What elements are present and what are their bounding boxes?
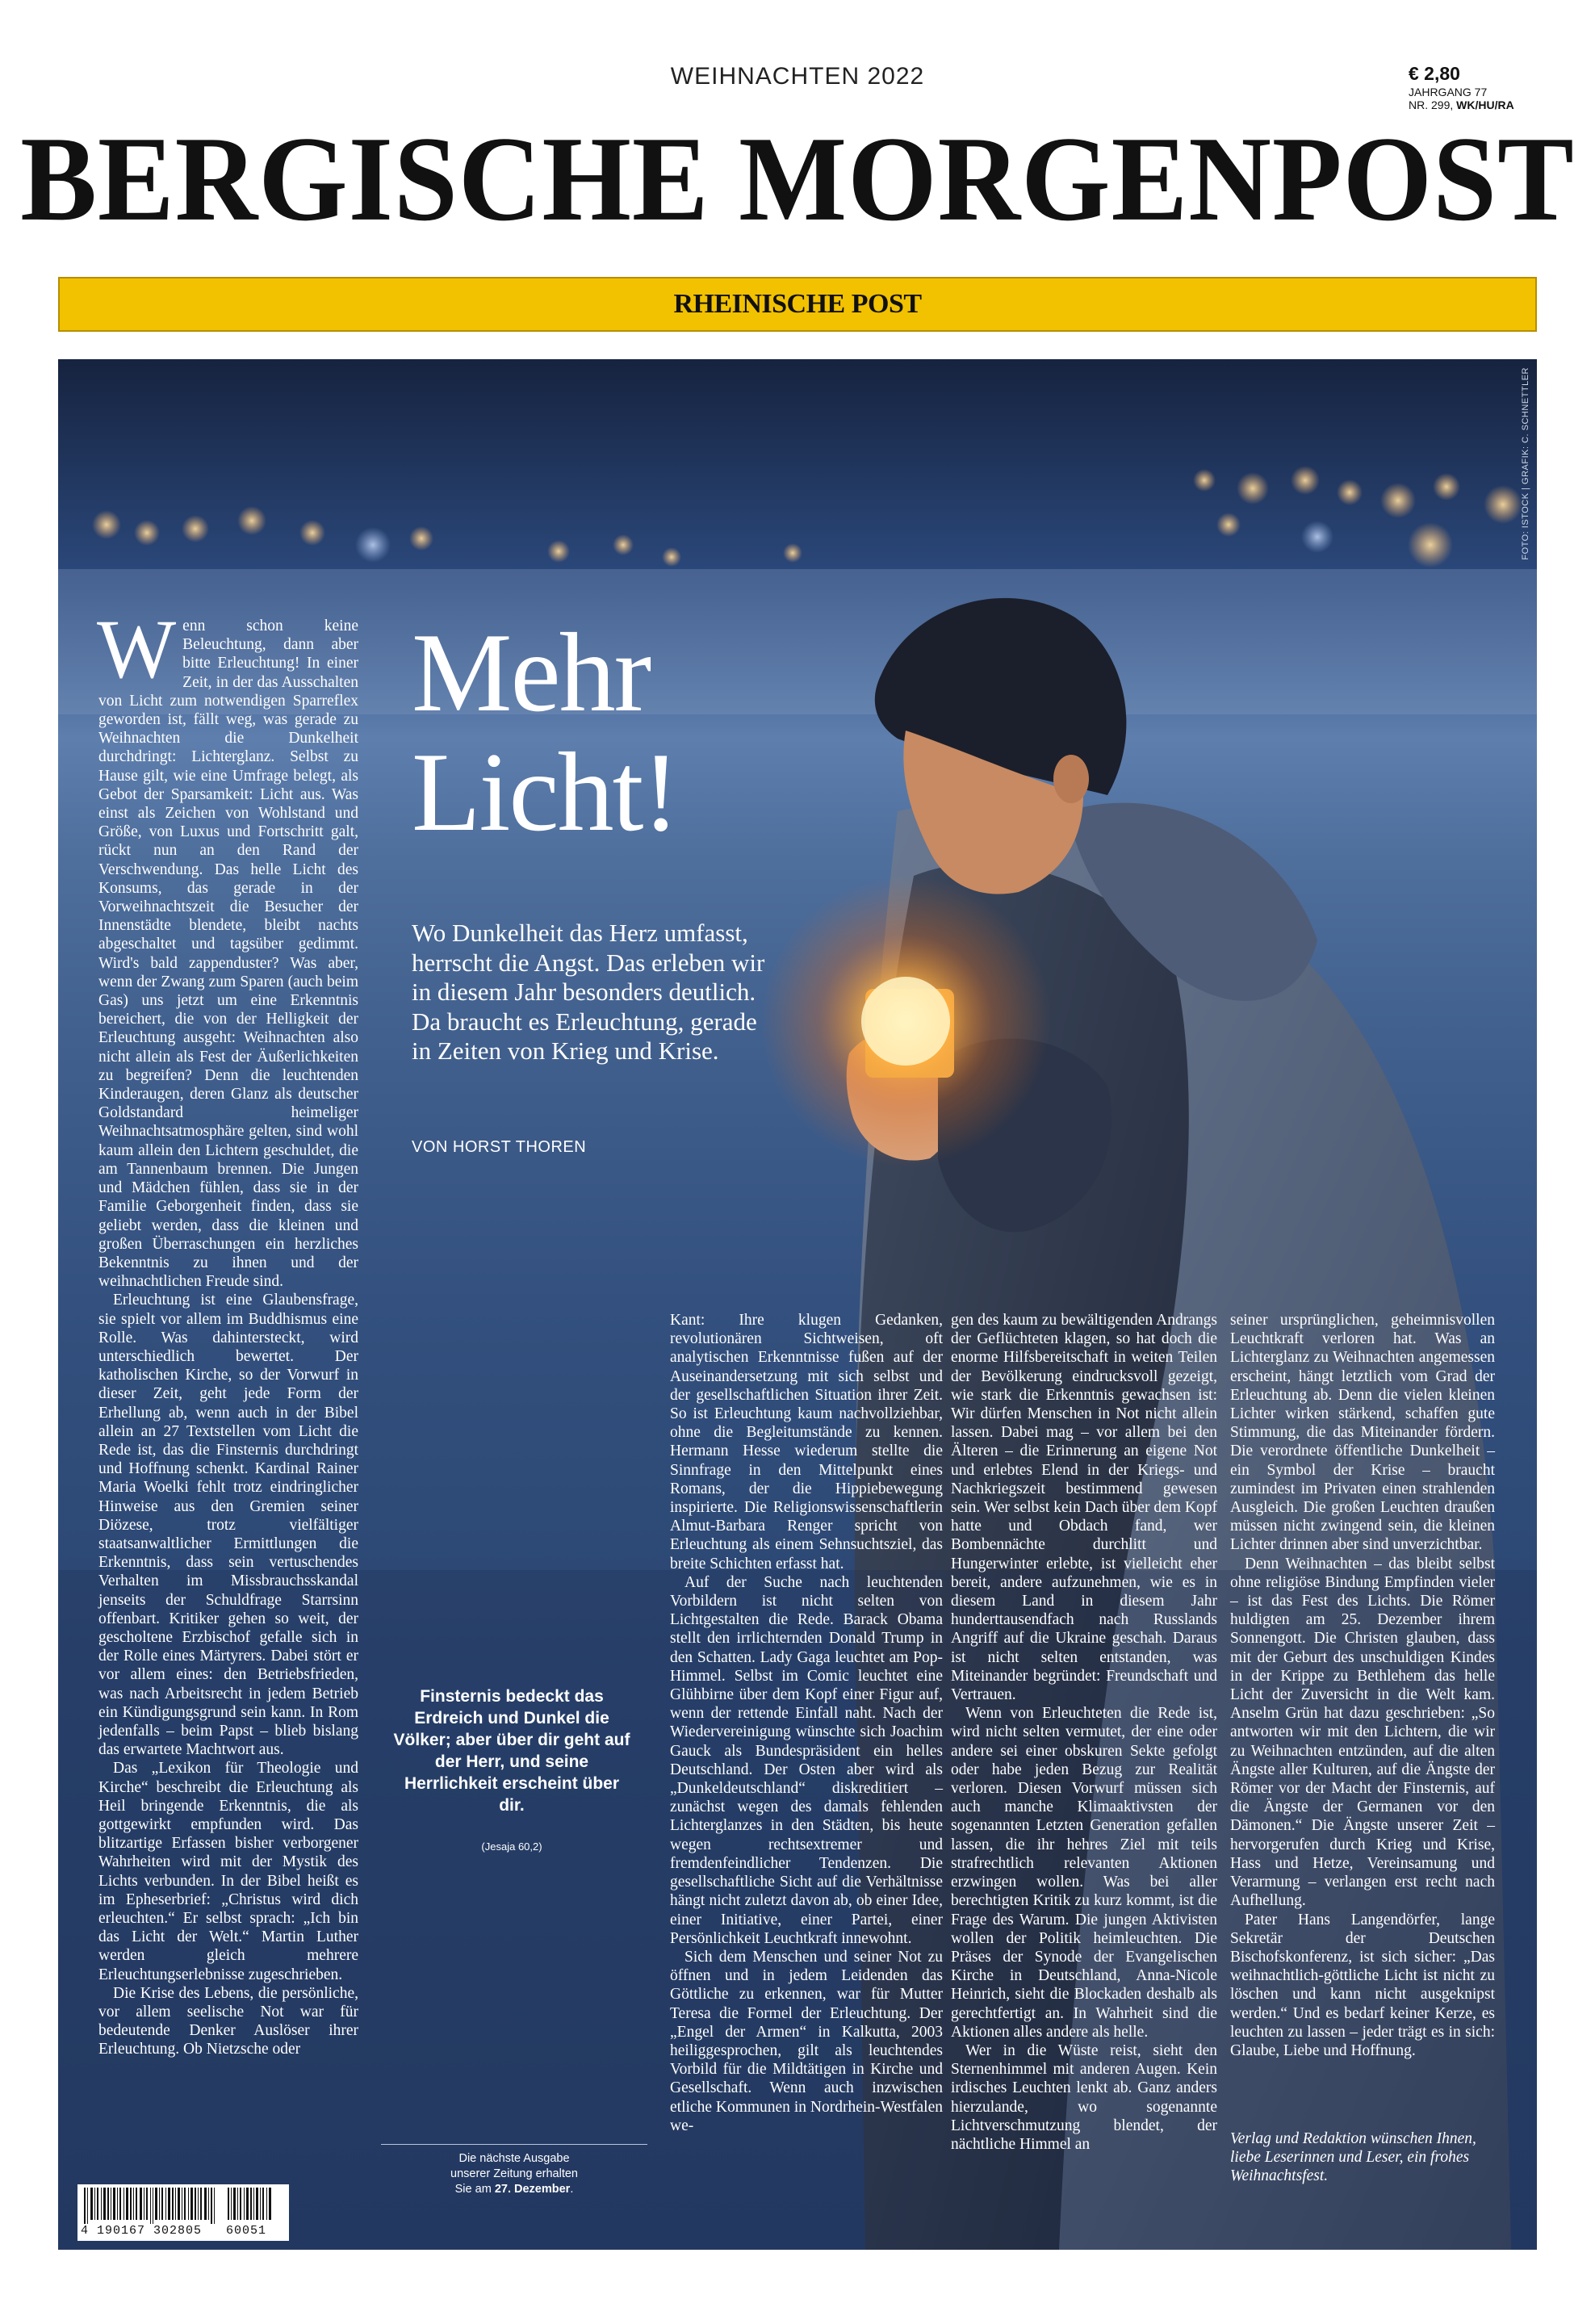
article-column-4	[951, 1311, 1217, 2154]
paragraph: Kant: Ihre klugen Gedanken, revolutionären Sichtweisen, oft analytischen Erkenntnisse fußen auf der Auseinandersetzung mit sich selbst und der gesellschaftlichen Situation ihrer Zeit. So ist Erleuchtung kaum nachvollziehbar, ohne die Begleitumstände zu kennen. Hermann Hesse wiederum stellte die Sinnfrage in den Mittelpunkt eines Romans, der die Hippiebewegung inspirierte. Die Religionswissenschaftlerin Almut-Barbara Renger spricht von Erleuchtung als einem Sehnsuchtsziel, das breite Schichten erfasst hat.	[670, 1312, 943, 1572]
paragraph: Die Krise des Lebens, die persönliche, vor allem seelische Not war für bedeutende Denker Auslöser ihrer Erleuchtung. Ob Nietzsche oder	[98, 1984, 358, 2058]
newspaper-title: BERGISCHE MORGENPOST	[20, 111, 1575, 246]
article-column-1	[97, 603, 358, 2059]
next-issue-prefix: Sie am	[454, 2183, 495, 2196]
headline-line-1: Mehr	[412, 610, 651, 735]
lead-paragraph: Wo Dunkelheit das Herz umfasst, herrscht die Angst. Das erleben wir in diesem Jahr besonders deutlich. Da braucht es Erleuchtung, gerade in Zeiten von Krieg und Krise.	[412, 919, 765, 1066]
issue-edition-codes: WK/HU/RA	[1456, 98, 1514, 112]
next-issue-line-3	[381, 2182, 647, 2197]
price: € 2,80	[1409, 63, 1460, 84]
next-issue-notice	[381, 2151, 647, 2197]
paragraph: Pater Hans Langendörfer, lange Sekretär der Deutschen Bischofskonferenz, ist sich sicher: „Das weihnachtlich-göttliche Licht ist nicht zu löschen und kann nicht ausgeknipst werden.“ Und es bedarf keiner Kerze, es leuchten zu lassen – jeder trägt es in sich: Glaube, Liebe und Hoffnung.	[1230, 1911, 1495, 2059]
price-block	[1409, 63, 1514, 112]
paragraph: Erleuchtung ist eine Glaubensfrage, sie spielt vor allem im Buddhismus eine Rolle. Was dahintersteckt, wird unterschiedlich bewertet. Der katholischen Kirche, so der Vorwurf in dieser Zeit, geht jede Form der Erhellung ab, wenn auch in der Bibel allein an 27 Textstellen vom Licht die Rede ist, das die Finsternis durchdringt und Hoffnung schenkt. Kardinal Rainer Maria Woelki fehlt trotz eindringlicher Hinweise aus den Gremien seiner Diözese, trotz vielfältiger staatsanwaltlicher Ermittlungen die Erkenntnis, dass sein vertuschendes Verhalten im Missbrauchsskandal jenseits der Schuldfrage Starrsinn offenbart. Kritiker gehen so weit, der gescholtene Erzbischof gefalle sich in der Rolle eines Märtyrers. Dabei stört er vor allem eines: den Betriebsfrieden, was nach Arbeitsrecht in jedem Betrieb ein Kündigungsgrund sein kann. In Rom jedenfalls – beim Papst – blieb bislang das erwartete Machtwort aus.	[98, 1292, 358, 1759]
paragraph: Wer in die Wüste reist, sieht den Sternenhimmel mit anderen Augen. Kein irdisches Leuchten lenkt ab. Ganz anders hierzulande, wo sogenannte Lichtverschmutzung blendet, der nächtliche Himmel an	[951, 2041, 1217, 2153]
next-issue-date: 27. Dezember	[494, 2183, 571, 2196]
paragraph: Denn Weihnachten – das bleibt selbst ohne religiöse Bindung Empfinden vieler – ist das Fest des Lichts. Die Römer huldigten am 25. Dezember ihrem Sonnengott. Die Christen glauben, dass mit der Geburt des unschuldigen Kindes in der Krippe zu Bethlehem das helle Licht der Zuversicht in die Welt kam. Anselm Grün hat dazu geschrieben: „So antworten wir mit den Lichtern, die wir zu Weihnachten entzünden, auf die alten Ängste aller Kulturen, auf die Ängste der Römer vor der Macht der Finsternis, auf die Ängste der Germanen vor den Dämonen.“ Die Ängste unserer Zeit – hervorgerufen durch Krieg und Krise, Hass und Hetze, Vereinsamung und Verarmung – verlangen erst recht nach Aufhellung.	[1230, 1555, 1495, 1910]
dropcap: W	[97, 603, 177, 696]
subbrand-label: RHEINISCHE POST	[673, 289, 922, 319]
paragraph: Sich dem Menschen und seiner Not zu öffnen und in jedem Leidenden das Göttliche zu erkennen, war für Mutter Teresa die Formel der Erleuchtung. Der „Engel der Armen“ in Kalkutta, 2003 heiliggesprochen, gilt als leuchtendes Vorbild für die Mildtätigen in Kirche und Gesellschaft. Wenn auch inzwischen etliche Kommunen in Nordrhein-Westfalen we-	[670, 1948, 943, 2134]
headline-line-2: Licht!	[412, 730, 679, 856]
bible-quote-source: (Jesaja 60,2)	[481, 1840, 542, 1853]
paragraph: Auf der Suche nach leuchtenden Vorbildern ist nicht selten von Lichtgestalten die Rede. Barack Obama stellt den irrlichternden Donald Trump in den Schatten. Lady Gaga leuchtet am Pop-Himmel. Selbst im Comic leuchtet eine Glühbirne über dem Kopf einer Figur auf, wenn der rettende Einfall naht. Nach der Wiedervereinigung wünschte sich Joachim Gauck als Bundespräsident ein helles Deutschland. Der Osten aber wird als „Dunkeldeutschland“ diskreditiert – zunächst wegen des damals fehlenden Lichterglanzes in den Städten, bis heute wegen rechtsextremer und fremdenfeindlicher Tendenzen. Die gesellschaftliche Sicht auf die Verhältnisse hängt nicht zuletzt davon ab, ob einer Idee, einer Initiative, einer Partei, einer Persönlichkeit Leuchtkraft innewohnt.	[670, 1573, 943, 1947]
paragraph: gen des kaum zu bewältigenden Andrangs der Geflüchteten klagen, so hat doch die enorme Hilfsbereitschaft in weiten Teilen der Bevölkerung eindrucksvoll gezeigt, wie stark die Erkenntnis gewachsen ist: Wir dürfen Menschen in Not nicht allein lassen. Dabei mag – vor allem bei den Älteren – die Erinnerung an eigene Not und erlebtes Elend in der Kriegs- und Nachkriegszeit bestimmend gewesen sein. Wer selbst kein Dach über dem Kopf hatte und Obdach fand, wer Bombennächte durchlitt und Hungerwinter erlebte, ist vielleicht eher bereit, andere aufzunehmen, wie es in diesem Land in diesem Jahr hunderttausendfach nach Russlands Angriff auf die Ukraine geschah. Daraus ist nicht selten entstanden, was Miteinander begründet: Freundschaft und Vertrauen.	[951, 1312, 1217, 1704]
paragraph: seiner ursprünglichen, geheimnisvollen Leuchtkraft verloren hat. Was an Lichterglanz zu Weihnachten angemessen erscheint, hängt letztlich vom Grad der Erleuchtung ab. Denn die vielen kleinen Lichter wirken stärkend, schaffen gute Stimmung, die das Miteinander fördern. Die verordnete öffentliche Dunkelheit – ein Symbol der Krise – braucht zumindest im Privaten einen strahlenden Ausgleich. Die großen Leuchten draußen müssen nicht zwingend sein, die kleinen Lichter drinnen aber sind unverzichtbar.	[1230, 1312, 1495, 1554]
paragraph-text: enn schon keine Beleuchtung, dann aber bitte Erleuchtung! In einer Zeit, in der das Ausschalten von Licht zum notwendigen Sparreflex geworden ist, fällt weg, was gerade zu Weihnachten die Dunkelheit durchdringt: Lichterglanz. Selbst zu Hause gilt, wie eine Umfrage belegt, als Gebot der Sparsamkeit: Licht aus. Was einst als Zeichen von Wohlstand und Größe, von Luxus und Fortschritt galt, rückt nun an den Rand der Verschwendung. Das helle Licht des Konsums, das gerade in der Vorweihnachtszeit die Besucher der Innenstädte blendete, bleibt nachts abgeschaltet und tagsüber gedimmt. Wird's bald zappenduster? Was aber, wenn der Zwang zum Sparen (auch beim Gas) uns jetzt um eine Erkenntnis bereichert, die von der Helligkeit der Erleuchtung ausgeht: Weihnachten also nicht allein als Fest der Äußerlichkeiten zu begreifen? Denn die leuchtenden Kinderaugen, deren Glanz als deutscher Goldstandard heimeliger Weihnachtsatmosphäre gelten, sind wohl kaum allein den Lichtern geschuldet, die am Tannenbaum brennen. Die Jungen und Mädchen fühlen, dass sie in der Familie Geborgenheit finden, dass sie geliebt werden, dass die kleinen und großen Überraschungen ein herzliches Bekenntnis zu ihnen und der weihnachtlichen Freude sind.	[98, 618, 358, 1291]
headline	[412, 610, 783, 856]
bokeh-lights	[92, 466, 1522, 567]
edition-label: WEIHNACHTEN 2022	[670, 63, 925, 90]
photo-credit: FOTO: ISTOCK | GRAFIK: C. SCHNETTLER	[1521, 367, 1530, 560]
paragraph	[97, 603, 358, 1291]
byline: VON HORST THOREN	[412, 1138, 587, 1156]
article-column-5	[1230, 1311, 1495, 2060]
barcode-bars	[77, 2184, 289, 2225]
jahrgang: JAHRGANG 77	[1409, 85, 1488, 98]
paragraph: Das „Lexikon für Theologie und Kirche“ beschreibt die Erleuchtung als Heil bringende Erkenntnis, die als gottgewirkt empfunden wird. Das blitzartige Erfassen bisher verborgener Wahrheiten wird mit der Mystik des Lichts verbunden. In der Bibel heißt es im Epheserbrief: „Christus wird dich erleuchten.“ Er selbst sprach: „Ich bin das Licht der Welt.“ Martin Luther werden gleich mehrere Erleuchtungserlebnisse zugeschrieben.	[98, 1760, 358, 1983]
season-greeting: Verlag und Redaktion wünschen Ihnen, liebe Leserinnen und Leser, ein frohes Weihnachtsfest.	[1230, 2130, 1476, 2185]
bible-quote: Finsternis bedeckt das Erdreich und Dunkel die Völker; aber über dir geht auf der Herr, und seine Herrlichkeit erscheint über dir.	[393, 1687, 630, 1815]
next-issue-line-1: Die nächste Ausgabe	[458, 2152, 570, 2165]
next-issue-line-2: unserer Zeitung erhalten	[450, 2167, 578, 2180]
article-column-3	[670, 1311, 943, 2135]
barcode-digits: 4 190167 302805 60051	[77, 2224, 289, 2238]
subbrand-bar	[58, 277, 1537, 332]
divider	[381, 2144, 647, 2145]
paragraph: Wenn von Erleuchteten die Rede ist, wird nicht selten vermutet, der eine oder andere sei einer obskuren Sekte gefolgt oder habe jeden Bezug zur Realität verloren. Diesen Vorwurf müssen sich auch manche Klimaaktivsten der sogenannten Letzten Generation gefallen lassen, die ihr hehres Ziel mit teils strafrechtlich relevanten Aktionen erzwingen wollen. Was bei aller berechtigten Kritik zu kurz kommt, ist die Frage des Warum. Die jungen Aktivisten wollen der Politik heimleuchten. Die Präses der Synode der Evangelischen Kirche in Deutschland, Anna-Nicole Heinrich, sieht die Blockaden deshalb als gerechtfertigt an. In Wahrheit sind die Aktionen alles andere als helle.	[951, 1705, 1217, 2041]
issue-number-prefix: NR. 299,	[1409, 98, 1457, 112]
next-issue-suffix: .	[570, 2183, 574, 2196]
